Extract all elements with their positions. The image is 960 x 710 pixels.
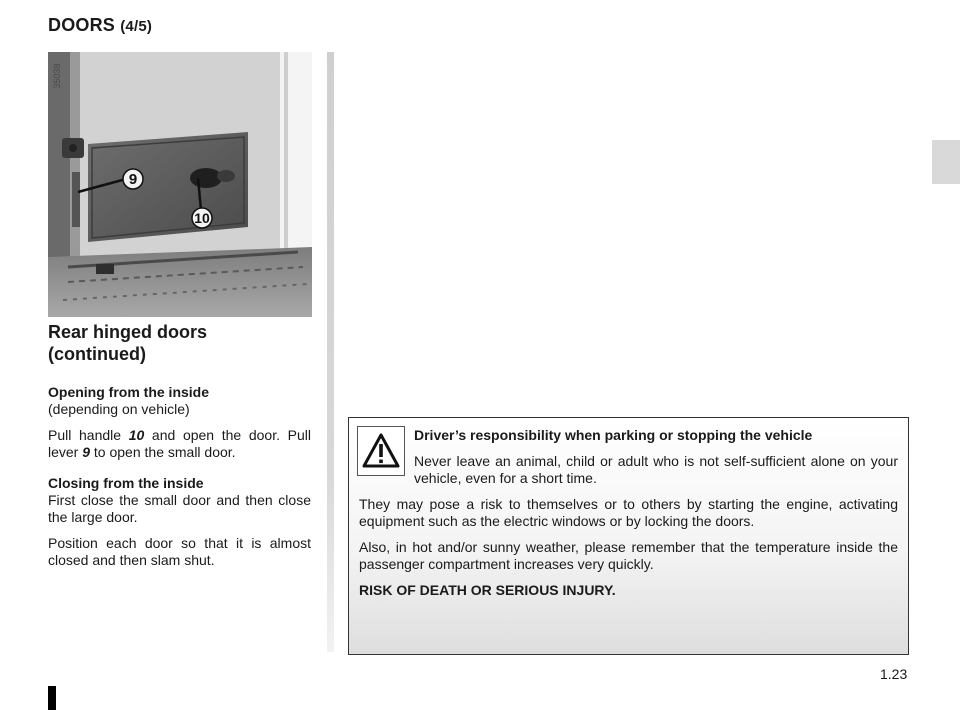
warning-line-2: They may pose a risk to themselves or to others by starting the engine, activating equipment such as the electric windows or by locking the doors. — [359, 496, 898, 529]
handle-ref: 10 — [128, 427, 145, 443]
warning-line-3: Also, in hot and/or sunny weather, please remember that the temperature inside the passenger compartment increases very quickly. — [359, 539, 898, 572]
page-title-part: (4/5) — [120, 18, 153, 35]
opening-block — [48, 384, 311, 461]
page-title-text: DOORS — [48, 15, 116, 35]
opening-instruction: Pull handle 10 and open the door. Pull lever 9 to open the small door. — [48, 427, 311, 460]
warning-text — [359, 427, 898, 608]
left-column-text — [48, 321, 311, 583]
warning-box — [348, 417, 909, 655]
closing-text-2: Position each door so that it is almost closed and then slam shut. — [48, 535, 311, 568]
chapter-tab-marker — [932, 140, 960, 184]
section-heading: Rear hinged doors (continued) — [48, 322, 208, 364]
closing-block — [48, 475, 311, 569]
photo-reference-code: 35038 — [52, 63, 62, 89]
rear-door-photo — [48, 52, 312, 317]
warning-line-4: RISK OF DEATH OR SERIOUS INJURY. — [359, 582, 616, 598]
warning-line-1: Never leave an animal, child or adult who is not self-sufficient alone on your vehicle, even for a short time. — [414, 453, 898, 486]
closing-title: Closing from the inside — [48, 475, 204, 491]
callout-9: 9 — [128, 170, 138, 188]
opening-title: Opening from the inside — [48, 384, 210, 400]
closing-text-1: First close the small door and then close the large door. — [48, 492, 311, 525]
opening-note: (depending on vehicle) — [48, 401, 190, 417]
page-number: 1.23 — [880, 666, 908, 682]
page-title — [48, 15, 152, 36]
callout-10: 10 — [194, 210, 210, 226]
warning-title: Driver’s responsibility when parking or stopping the vehicle — [414, 427, 813, 443]
corner-mark — [48, 686, 56, 710]
lever-ref: 9 — [82, 444, 91, 460]
column-divider — [327, 52, 334, 652]
